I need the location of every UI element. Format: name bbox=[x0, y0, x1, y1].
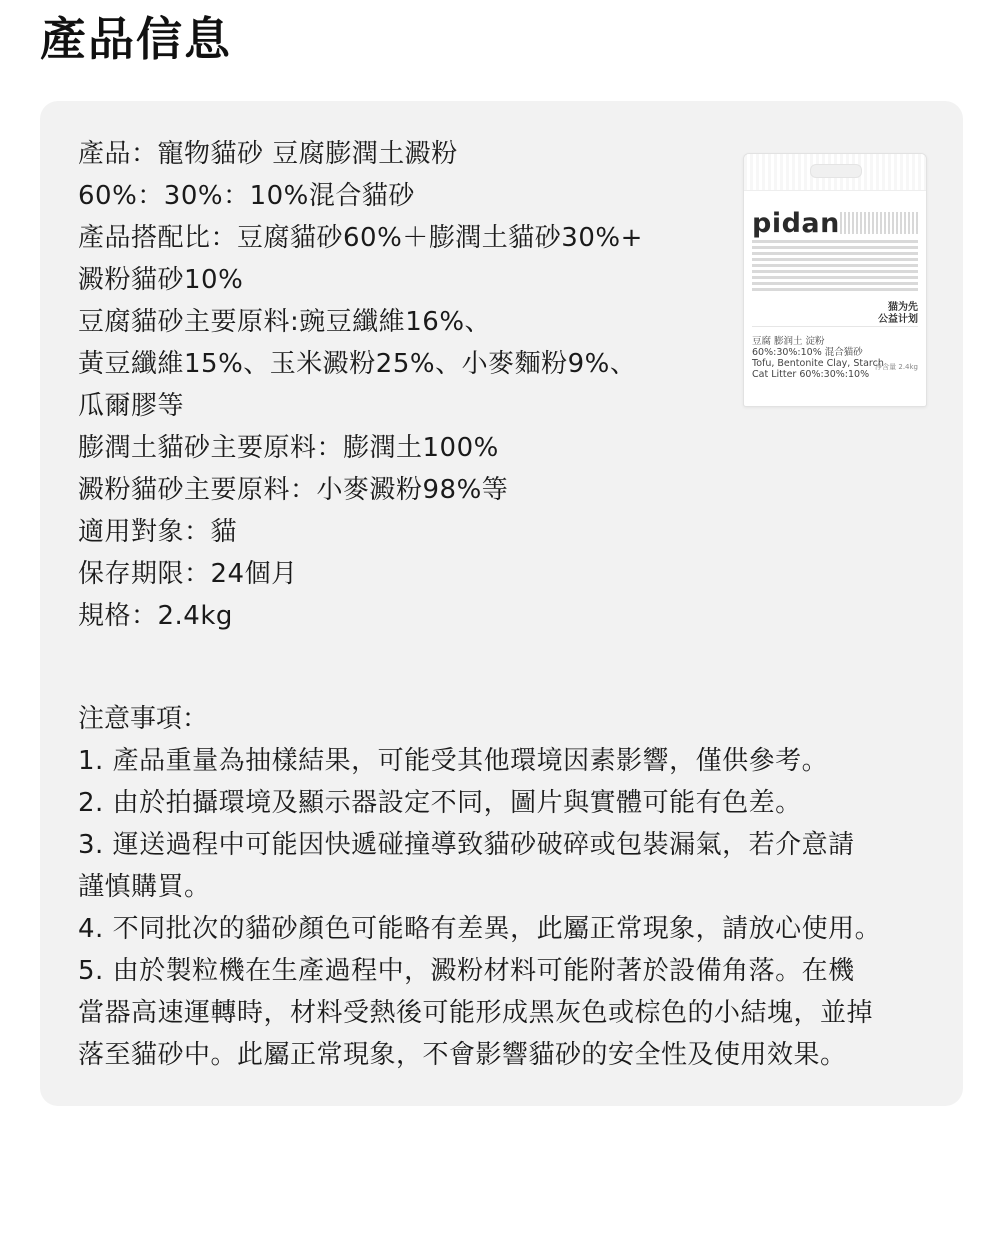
spec-line: 規格：2.4kg bbox=[78, 601, 233, 631]
notes-line: 2. 由於拍攝環境及顯示器設定不同，圖片與實體可能有色差。 bbox=[78, 788, 802, 818]
spec-line: 黃豆纖維15%、玉米澱粉25%、小麥麵粉9%、 bbox=[78, 349, 637, 379]
spec-list bbox=[78, 133, 688, 637]
bag-divider bbox=[752, 326, 918, 327]
spec-line: 產品：寵物貓砂 豆腐膨潤土澱粉 bbox=[78, 139, 458, 169]
product-info-card bbox=[40, 101, 963, 1106]
notes-line: 落至貓砂中。此屬正常現象，不會影響貓砂的安全性及使用效果。 bbox=[78, 1040, 847, 1070]
bag-weight: 净含量 2.4kg bbox=[875, 363, 918, 371]
bag-handle bbox=[810, 164, 862, 178]
spec-line: 豆腐貓砂主要原料:豌豆纖維16%、 bbox=[78, 307, 492, 337]
bag-product-label bbox=[752, 336, 920, 380]
notes-line: 當器高速運轉時，材料受熱後可能形成黑灰色或棕色的小結塊，並掉 bbox=[78, 998, 874, 1028]
bag-brand-logo: pidan bbox=[752, 208, 840, 239]
bag-body bbox=[743, 153, 927, 407]
notes-line: 謹慎購買。 bbox=[78, 872, 211, 902]
notes-line: 1. 產品重量為抽樣結果，可能受其他環境因素影響，僅供參考。 bbox=[78, 746, 829, 776]
bag-label-line: Tofu, Bentonite Clay, Starch bbox=[752, 358, 884, 369]
spec-line: 適用對象：貓 bbox=[78, 517, 238, 547]
bag-fine-print-lines bbox=[752, 240, 918, 294]
spec-line: 60%：30%：10%混合貓砂 bbox=[78, 181, 415, 211]
notes-section bbox=[78, 698, 928, 1076]
bag-label-line: 豆腐 膨润土 淀粉 bbox=[752, 336, 825, 347]
notes-line: 4. 不同批次的貓砂顏色可能略有差異，此屬正常現象，請放心使用。 bbox=[78, 914, 882, 944]
spec-line: 膨潤土貓砂主要原料：膨潤土100% bbox=[78, 433, 499, 463]
spec-line: 瓜爾膠等 bbox=[78, 391, 185, 421]
bag-label-line: Cat Litter 60%:30%:10% bbox=[752, 369, 870, 380]
notes-line: 3. 運送過程中可能因快遞碰撞導致貓砂破碎或包裝漏氣，若介意請 bbox=[78, 830, 855, 860]
page-title: 產品信息 bbox=[40, 12, 232, 66]
spec-line: 產品搭配比：豆腐貓砂60%＋膨潤土貓砂30%+ bbox=[78, 223, 643, 253]
product-bag-image bbox=[743, 153, 925, 405]
spec-line: 保存期限：24個月 bbox=[78, 559, 298, 589]
spec-line: 澱粉貓砂主要原料：小麥澱粉98%等 bbox=[78, 475, 509, 505]
notes-line: 5. 由於製粒機在生產過程中，澱粉材料可能附著於設備角落。在機 bbox=[78, 956, 855, 986]
bag-charity-label: 猫为先 公益计划 bbox=[878, 302, 918, 325]
bag-label-line: 60%:30%:10% 混合猫砂 bbox=[752, 347, 863, 358]
bag-fine-print bbox=[840, 212, 920, 234]
spec-line: 澱粉貓砂10% bbox=[78, 265, 244, 295]
notes-title: 注意事項： bbox=[78, 704, 209, 734]
